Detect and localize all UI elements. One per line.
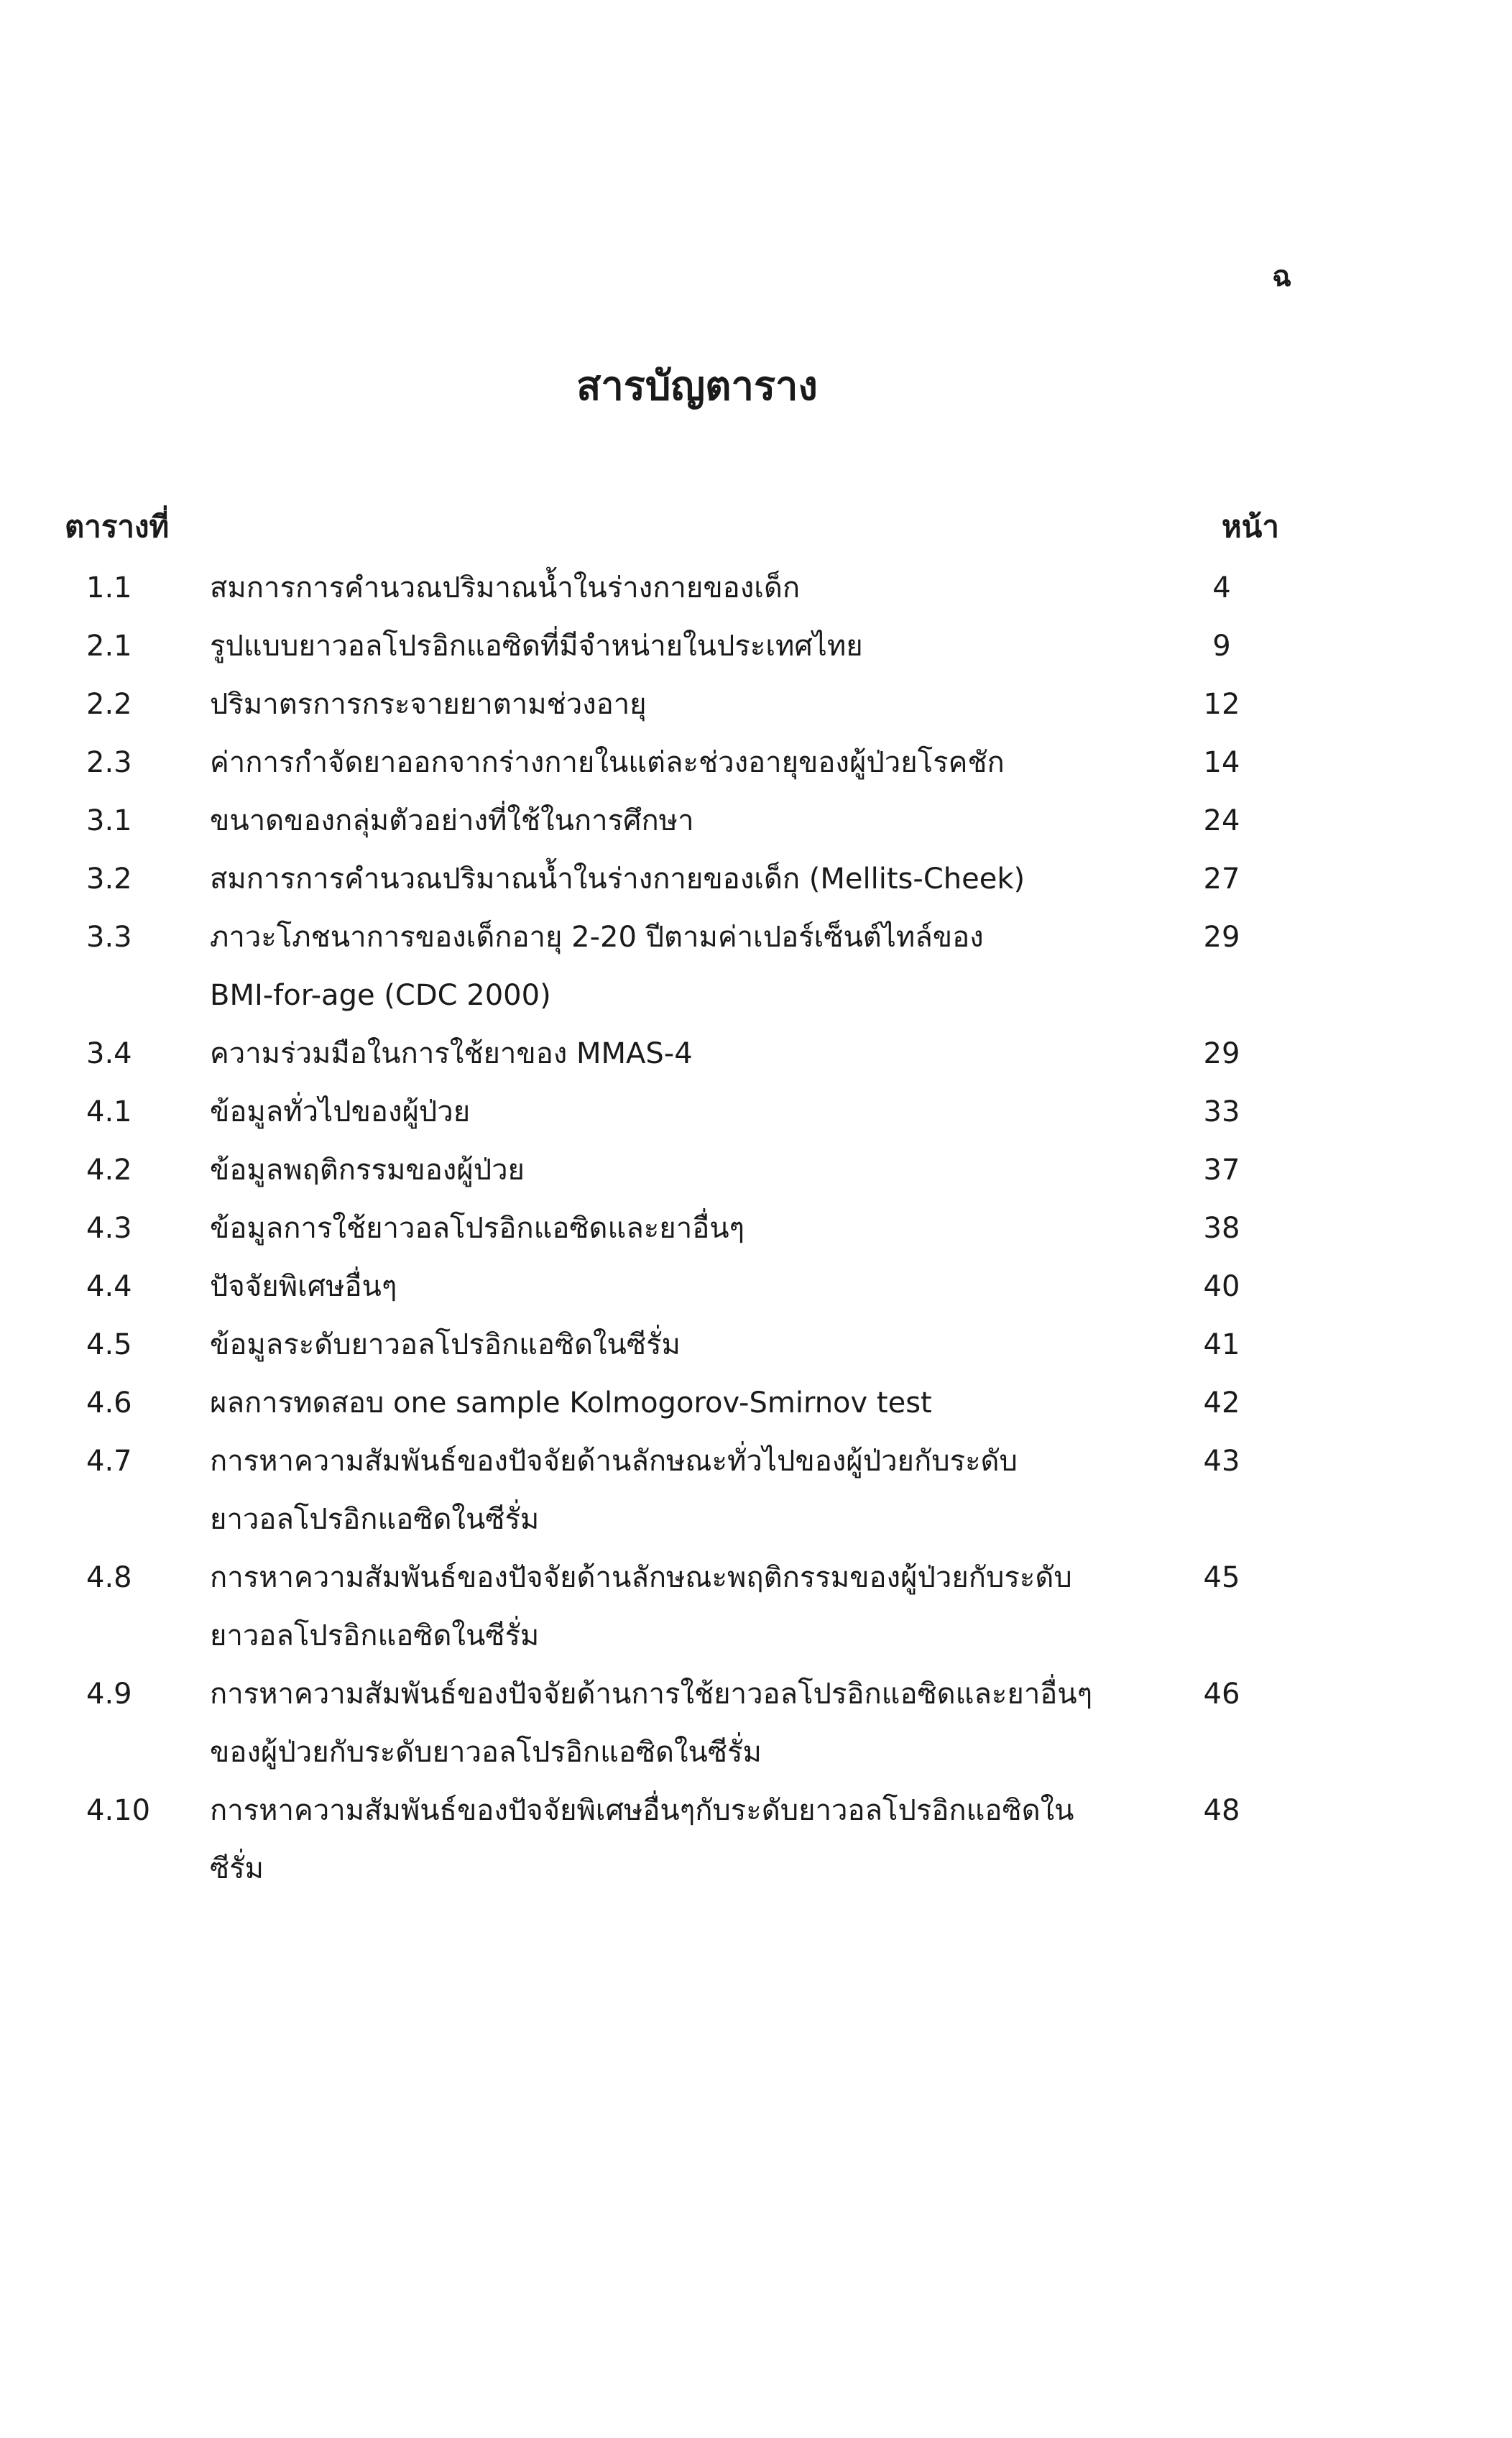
toc-entry-number: 3.3: [86, 921, 132, 954]
toc-entry: [0, 1374, 1512, 1432]
toc-entry-title-line: สมการการคำนวณปริมาณน้ำในร่างกายของเด็ก: [210, 571, 801, 604]
toc-entry-number: 4.9: [86, 1678, 132, 1711]
toc-entry-title: [165, 1374, 1157, 1432]
toc-entry-title-line: ข้อมูลพฤติกรรมของผู้ป่วย: [210, 1154, 525, 1187]
toc-entry-title-line: ความร่วมมือในการใช้ยาของ MMAS-4: [210, 1037, 693, 1070]
toc-entry: [0, 1782, 1512, 1898]
toc-entry-page: 29: [1203, 1037, 1240, 1070]
table-number-header: ตารางที่: [65, 509, 170, 544]
toc-entry-page: 29: [1203, 921, 1240, 954]
toc-entry: [0, 1316, 1512, 1374]
toc-entry-title: [165, 792, 1157, 850]
toc-entry-title-line: ข้อมูลทั่วไปของผู้ป่วย: [210, 1095, 471, 1128]
toc-entry-number: 4.4: [86, 1270, 132, 1303]
toc-entry-number: 2.1: [86, 630, 132, 663]
toc-entry-title-line: การหาความสัมพันธ์ของปัจจัยพิเศษอื่นๆกับระดับยาวอลโปรอิกแอซิดใน: [210, 1794, 1074, 1827]
toc-entry-page: 42: [1203, 1386, 1240, 1420]
toc-entry-title: [165, 676, 1157, 734]
toc-entry-page: 4: [1212, 571, 1231, 604]
toc-entry: [0, 617, 1512, 676]
toc-entry-title-line: การหาความสัมพันธ์ของปัจจัยด้านลักษณะทั่วไปของผู้ป่วยกับระดับ: [210, 1445, 1018, 1478]
toc-entry-page: 37: [1203, 1154, 1240, 1187]
toc-entry-title: [165, 734, 1157, 792]
toc-entry-title-line: ของผู้ป่วยกับระดับยาวอลโปรอิกแอซิดในซีรั่ม: [210, 1736, 762, 1769]
toc-entry-title-line: ปริมาตรการกระจายยาตามช่วงอายุ: [210, 688, 647, 721]
toc-entry: [0, 1665, 1512, 1782]
toc-entry-page: 41: [1203, 1328, 1240, 1361]
toc-entry-title-line: ผลการทดสอบ one sample Kolmogorov-Smirnov test: [210, 1386, 932, 1420]
toc-entry-number: 4.5: [86, 1328, 132, 1361]
toc-entry-title: [165, 1200, 1157, 1258]
toc-entry: [0, 1549, 1512, 1665]
toc-entry-title: [165, 1025, 1157, 1083]
toc-entry: [0, 1432, 1512, 1549]
toc-entry-page: 46: [1203, 1678, 1240, 1711]
toc-entry-number: 4.6: [86, 1386, 132, 1420]
toc-entry-page: 33: [1203, 1095, 1240, 1128]
toc-entry-title-line: ปัจจัยพิเศษอื่นๆ: [210, 1270, 397, 1303]
toc-entry-title: [165, 559, 1157, 617]
toc-entry: [0, 1258, 1512, 1316]
toc-entry-title-line: BMI-for-age (CDC 2000): [210, 979, 551, 1012]
toc-entry-title: [165, 1782, 1157, 1898]
toc-entry-number: 3.1: [86, 804, 132, 837]
page-number: ฉ: [1272, 260, 1292, 293]
toc-entry: [0, 1200, 1512, 1258]
toc-entry-page: 48: [1203, 1794, 1240, 1827]
toc-entry-title: [165, 1316, 1157, 1374]
toc-entry-title-line: ข้อมูลการใช้ยาวอลโปรอิกแอซิดและยาอื่นๆ: [210, 1212, 745, 1245]
toc-entry-title-line: ภาวะโภชนาการของเด็กอายุ 2-20 ปีตามค่าเปอร์เซ็นต์ไทล์ของ: [210, 921, 984, 954]
toc-entry-title-line: การหาความสัมพันธ์ของปัจจัยด้านการใช้ยาวอลโปรอิกแอซิดและยาอื่นๆ: [210, 1678, 1093, 1711]
page-header: หน้า: [1222, 509, 1279, 544]
toc-entry-title-line: ขนาดของกลุ่มตัวอย่างที่ใช้ในการศึกษา: [210, 804, 694, 837]
toc-entry-page: 43: [1203, 1445, 1240, 1478]
toc-entry: [0, 734, 1512, 792]
page-title: สารบัญตาราง: [576, 363, 818, 410]
toc-entry-title-line: ข้อมูลระดับยาวอลโปรอิกแอซิดในซีรั่ม: [210, 1328, 681, 1361]
toc-entry-title: [165, 1549, 1157, 1665]
toc-entry-title-line: ค่าการกำจัดยาออกจากร่างกายในแต่ละช่วงอายุของผู้ป่วยโรคชัก: [210, 746, 1005, 779]
toc-entry: [0, 908, 1512, 1025]
toc-entry-number: 3.2: [86, 862, 132, 896]
toc-entry-number: 4.2: [86, 1154, 132, 1187]
toc-entry-number: 4.7: [86, 1445, 132, 1478]
toc-entry: [0, 1141, 1512, 1200]
toc-entry-page: 27: [1203, 862, 1240, 896]
table-of-tables-list: [0, 559, 1512, 1898]
toc-entry-page: 9: [1212, 630, 1231, 663]
toc-entry-page: 14: [1203, 746, 1240, 779]
toc-entry-title-line: ยาวอลโปรอิกแอซิดในซีรั่ม: [210, 1503, 540, 1536]
toc-entry-number: 4.8: [86, 1561, 132, 1594]
toc-entry-page: 40: [1203, 1270, 1240, 1303]
toc-entry-page: 24: [1203, 804, 1240, 837]
toc-entry-page: 38: [1203, 1212, 1240, 1245]
toc-entry-number: 2.3: [86, 746, 132, 779]
toc-entry-title: [165, 1141, 1157, 1200]
toc-entry-title: [165, 1083, 1157, 1141]
toc-entry-number: 4.3: [86, 1212, 132, 1245]
toc-entry-number: 3.4: [86, 1037, 132, 1070]
toc-entry-page: 12: [1203, 688, 1240, 721]
toc-entry-title-line: สมการการคำนวณปริมาณน้ำในร่างกายของเด็ก (Mellits-Cheek): [210, 862, 1025, 896]
toc-entry: [0, 1025, 1512, 1083]
toc-entry-title: [165, 1432, 1157, 1549]
toc-entry: [0, 676, 1512, 734]
toc-entry: [0, 792, 1512, 850]
toc-entry-number: 2.2: [86, 688, 132, 721]
toc-entry-title: [165, 1258, 1157, 1316]
toc-entry-title-line: การหาความสัมพันธ์ของปัจจัยด้านลักษณะพฤติกรรมของผู้ป่วยกับระดับ: [210, 1561, 1072, 1594]
toc-entry-title: [165, 908, 1157, 1025]
toc-entry-number: 4.1: [86, 1095, 132, 1128]
toc-entry-title: [165, 1665, 1157, 1782]
toc-entry-number: 1.1: [86, 571, 132, 604]
toc-entry: [0, 559, 1512, 617]
toc-entry-title-line: รูปแบบยาวอลโปรอิกแอซิดที่มีจำหน่ายในประเทศไทย: [210, 630, 863, 663]
toc-entry-title-line: ยาวอลโปรอิกแอซิดในซีรั่ม: [210, 1619, 540, 1652]
toc-entry: [0, 1083, 1512, 1141]
toc-entry-title: [165, 850, 1157, 908]
toc-entry-title-line: ซีรั่ม: [210, 1852, 264, 1885]
toc-entry-number: 4.10: [86, 1794, 151, 1827]
toc-entry: [0, 850, 1512, 908]
toc-entry-page: 45: [1203, 1561, 1240, 1594]
toc-entry-title: [165, 617, 1157, 676]
